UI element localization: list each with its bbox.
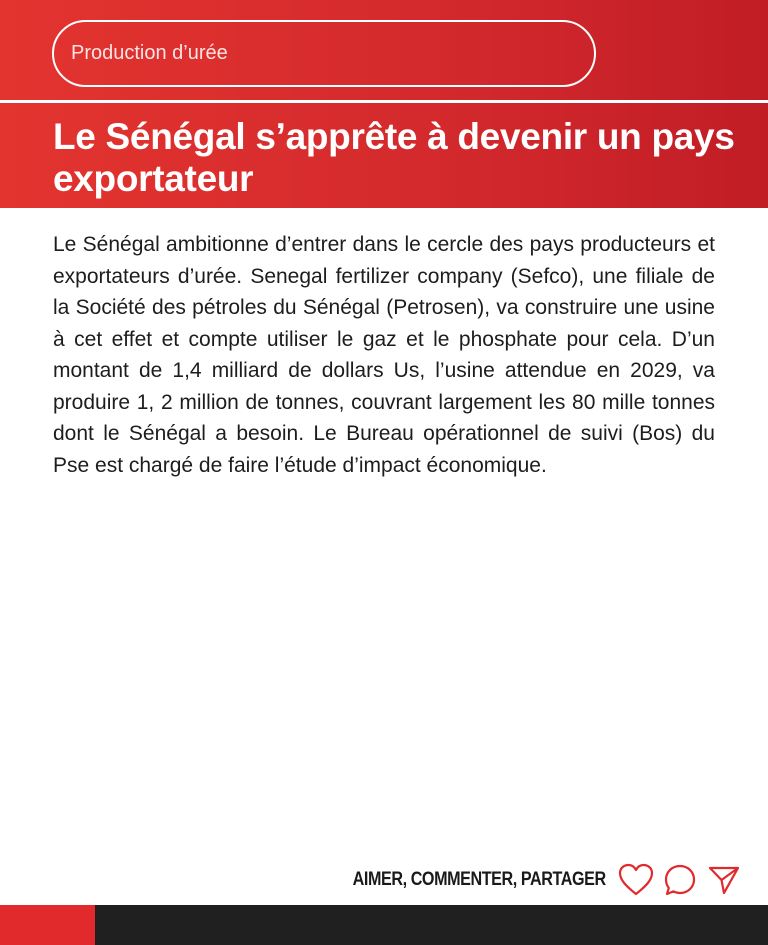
comment-icon[interactable] (662, 862, 698, 898)
engagement-label: AIMER, COMMENTER, PARTAGER (352, 869, 606, 890)
category-tag-label: Production d’urée (71, 42, 228, 64)
header-divider (0, 100, 768, 103)
bottom-accent (0, 905, 95, 945)
heart-icon[interactable] (618, 862, 654, 898)
category-tag (52, 20, 596, 87)
header-banner (0, 0, 768, 208)
engagement-bar (308, 860, 742, 900)
article-title: Le Sénégal s’apprête à devenir un pays exportateur (53, 116, 735, 199)
bottom-bar (0, 905, 768, 945)
send-icon[interactable] (706, 862, 742, 898)
article-body: Le Sénégal ambitionne d’entrer dans le cercle des pays producteurs et exportateurs d’urée. Senegal fertilizer company (Sefco), une filiale de la Société des pétroles du Sénégal (Petrosen), va construire une usine à cet effet et compte utiliser le gaz et le phosphate pour cela. D’un montant de 1,4 milliard de dollars Us, l’usine attendue en 2029, va produire 1, 2 million de tonnes, couvrant largement les 80 mille tonnes dont le Sénégal a besoin. Le Bureau opérationnel de suivi (Bos) du Pse est chargé de faire l’étude d’impact économique. (53, 233, 715, 477)
